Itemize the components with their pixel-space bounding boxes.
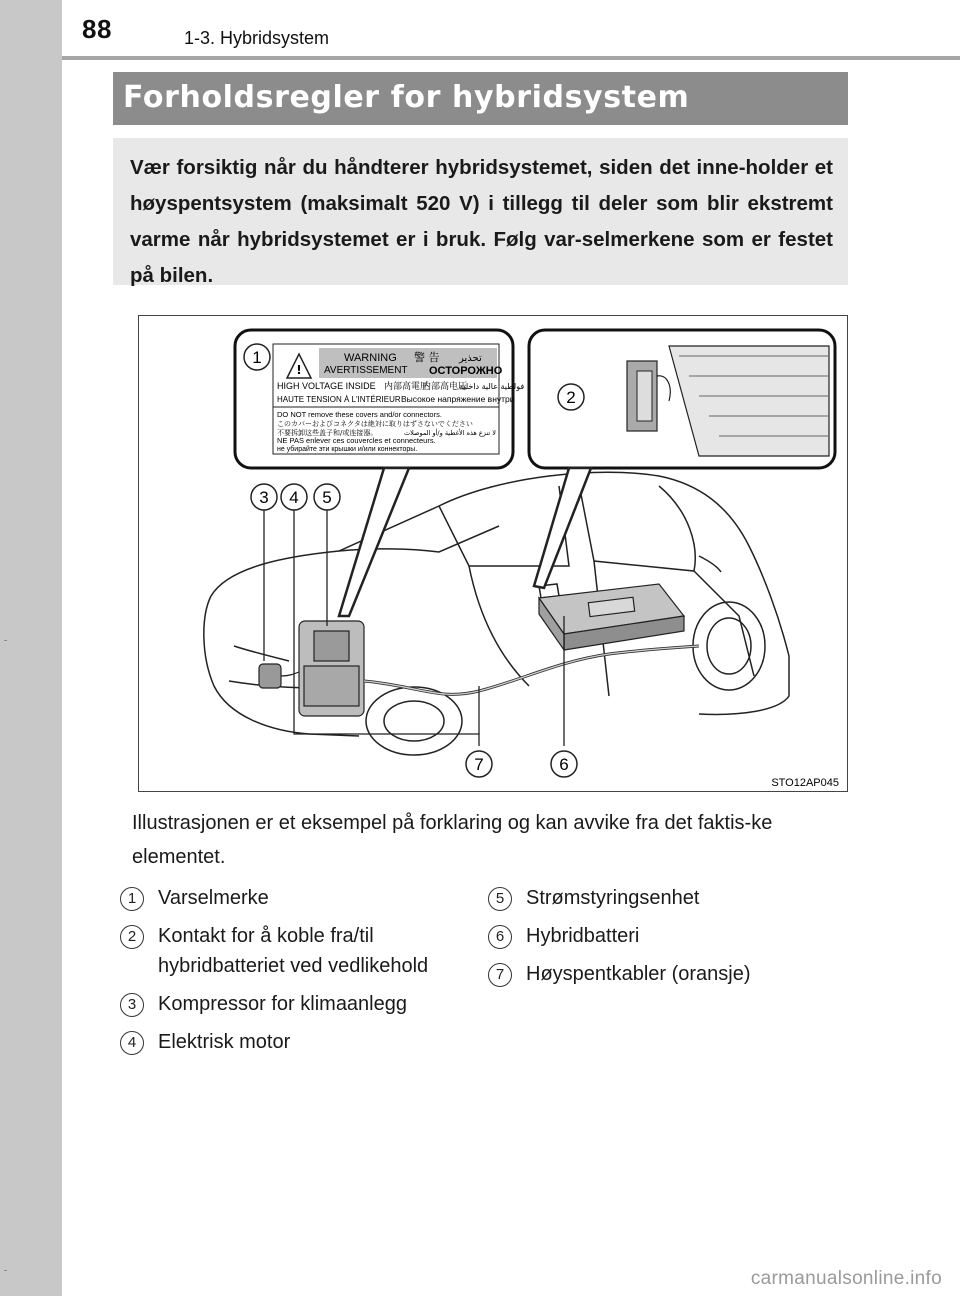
hybrid-car-diagram <box>139 316 849 793</box>
motor-assembly <box>259 621 364 716</box>
watermark[interactable]: carmanualsonline.info <box>750 1268 942 1289</box>
legend-number: 4 <box>120 1031 144 1055</box>
callout-4-label: 4 <box>289 488 299 507</box>
page-title: Forholdsregler for hybridsystem <box>123 80 690 115</box>
label-do-not-ar: لا تنزع هذه الأغطية و/أو الموصلات <box>404 429 496 437</box>
inset2-pointer <box>534 468 591 588</box>
label-hv-jp: 内部高電圧 <box>384 382 430 392</box>
legend-number: 2 <box>120 925 144 949</box>
legend-label: Varselmerke <box>158 887 269 909</box>
figure-caption: Illustrasjonen er et eksempel på forklaring og kan avvike fra det faktis-ke elementet. <box>132 812 773 868</box>
legend-label: Elektrisk motor <box>158 1031 291 1053</box>
legend-item <box>488 883 848 913</box>
label-high-voltage: HIGH VOLTAGE INSIDE <box>277 381 376 391</box>
car-outline <box>204 472 789 755</box>
label-hv-ru: Высокое напряжение внутри <box>401 394 515 404</box>
legend-number: 6 <box>488 925 512 949</box>
callout-6-label: 6 <box>559 755 569 774</box>
legend-number: 3 <box>120 993 144 1017</box>
label-warning-jp: 警 告 <box>414 351 440 364</box>
callout-3-label: 3 <box>259 488 269 507</box>
label-warning-ar: تحذير <box>459 353 482 364</box>
legend-number: 5 <box>488 887 512 911</box>
label-do-not-jp: このカバーおよびコネクタは絶対に取りはずさないでください <box>277 420 473 428</box>
legend-item <box>120 1027 480 1057</box>
label-warning: WARNING <box>344 352 397 364</box>
label-do-not-ru: не убирайте эти крышки и/или коннекторы. <box>277 446 418 453</box>
legend-number: 7 <box>488 963 512 987</box>
label-ne-pas: NE PAS enlever ces couvercles et connecteurs. <box>277 436 436 445</box>
legend-label: Hybridbatteri <box>526 925 640 947</box>
legend-label: Strømstyringsenhet <box>526 887 700 909</box>
side-strip <box>0 0 62 1296</box>
legend-item <box>488 959 848 989</box>
battery-assembly <box>539 584 684 650</box>
section-label: 1-3. Hybridsystem <box>184 28 330 48</box>
legend-item <box>120 921 480 981</box>
label-avertissement: AVERTISSEMENT <box>324 365 408 376</box>
margin-tick <box>4 640 7 641</box>
legend-label: Høyspentkabler (oransje) <box>526 963 751 985</box>
label-hv-cn: 内部高电压 <box>422 382 468 392</box>
intro-text: Vær forsiktig når du håndterer hybridsystemet, siden det inne-holder et høyspentsystem (maksimalt 520 V) i tillegg til deler som blir ekstremt varme når hybridsystemet er i bruk. Følg var-selmerkene som er festet på bilen. <box>130 156 833 287</box>
callout-7-label: 7 <box>474 755 484 774</box>
label-do-not: DO NOT remove these covers and/or connectors. <box>277 410 442 419</box>
callout-5-label: 5 <box>322 488 332 507</box>
legend-item <box>488 921 848 951</box>
svg-text:!: ! <box>296 363 302 377</box>
header-rule <box>62 56 960 60</box>
label-hv-ar: فولطية عالية داخلية <box>459 382 525 391</box>
legend-label: Kontakt for å koble fra/til hybridbatteriet ved vedlikehold <box>158 925 429 977</box>
legend-right <box>488 883 848 997</box>
legend-number: 1 <box>120 887 144 911</box>
callout-1-label: 1 <box>252 348 262 367</box>
label-do-not-cn: 不要拆卸这些盖子和/或连接器。 <box>277 429 378 437</box>
legend-left <box>120 883 480 1065</box>
title-band <box>113 72 848 125</box>
callout-2-label: 2 <box>566 388 576 407</box>
page-header <box>62 0 960 62</box>
legend-label: Kompressor for klimaanlegg <box>158 993 407 1015</box>
illustration <box>138 315 848 792</box>
intro-box <box>113 138 848 285</box>
label-ru: ОСТОРОЖНО <box>429 365 503 377</box>
page-number: 88 <box>82 14 112 44</box>
figure-code: STO12AP045 <box>771 777 839 789</box>
margin-tick <box>4 1270 7 1271</box>
inset1-pointer <box>339 468 409 616</box>
inset-warning-label <box>235 330 524 468</box>
legend-item <box>120 883 480 913</box>
legend-item <box>120 989 480 1019</box>
label-haute-tension: HAUTE TENSION À L'INTÉRIEUR <box>277 395 401 404</box>
